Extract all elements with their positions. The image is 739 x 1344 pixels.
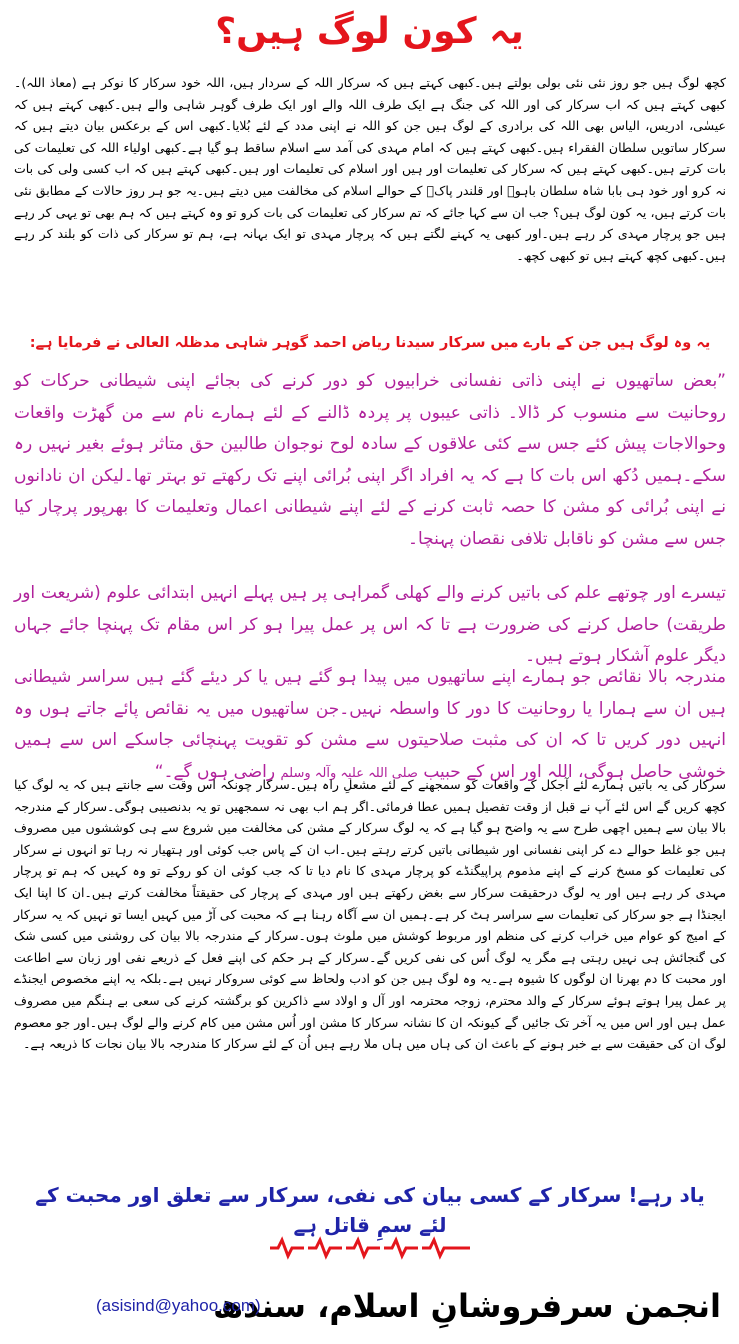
organization-name: انجمن سرفروشانِ اسلام، سندھ	[213, 1287, 721, 1325]
heartbeat-divider-icon	[268, 1236, 472, 1260]
quote-paragraph-3-text: مندرجہ بالا نقائص جو ہمارے اپنے ساتھیوں میں پیدا ہو گئے ہیں یا کر دیئے گئے ہیں سراسر شیطانی ہیں ان سے ہمارا یا روحانیت کا دور کا واسطہ نہیں۔جن ساتھیوں میں یہ نقائص پائے جاتے ہوں وہ انہیں دور کریں تا کہ ان کی مثبت صلاحیتوں سے مشن کو تقویت پہنچائی جاسکے اس سے ہمیں خوشی حاصل ہوگی، اللہ اور اس کے حبیب	[14, 667, 726, 782]
quote-paragraph-2: تیسرے اور چوتھے علم کی باتیں کرنے والے کھلی گمراہی پر ہیں پہلے انہیں ابتدائی علوم (شریعت اور طریقت) حاصل کرنے کی ضرورت ہے تا کہ اس پر عمل پیرا ہو کر اس مقام تک پہنچا جائے جہاں دیگر علوم آشکار ہوتے ہیں۔	[14, 583, 726, 666]
warning-notice: یاد رہے! سرکار کے کسی بیان کی نفی، سرکار سے تعلق اور محبت کے لئے سمِ قاتل ہے	[35, 1183, 705, 1237]
intro-paragraph: کچھ لوگ ہیں جو روز نئی نئی بولی بولتے ہیں۔کبھی کہتے ہیں کہ سرکار اللہ کے سردار ہیں، اللہ خود سرکار کا نوکر ہے (معاذ اللہ)۔کبھی کہتے ہیں کہ اب سرکار کی اور اللہ کی جنگ ہے ایک طرف اللہ والے اور ایک طرف گوہر شاہی والے ہیں۔کبھی کہتے ہیں کہ عیسٰی، ادریس، الیاس بھی اللہ کی برادری کے لوگ ہیں جن کو اللہ نے اپنی مدد کے لئے بُلایا۔کبھی اس کے برعکس بیان دیتے ہیں کہ سرکار ساتویں سلطان الفقراء ہیں۔کبھی کہتے ہیں کہ امام مہدی کی آمد سے اسلام ساقط ہو گیا ہے۔کبھی اولیاء اللہ کی تعلیمات کی بات کرتے ہیں۔کبھی کہتے ہیں کہ سرکار کی تعلیمات اور ہیں اور اسلام کی تعلیمات اور ہیں۔کبھی کہتے ہیں کہ اب کسی ولی کی بات نہ کرو اور خود ہی بابا شاہ سلطان باہوؒ اور قلندر پاکؒ کے حوالے اسلام کی مخالفت میں دیتے ہیں۔یہ جو ہر روز حالات کے مطابق نئی بات کرتے ہیں، یہ کون لوگ ہیں؟ جب ان سے کہا جائے کہ تم سرکار کی تعلیمات کی بات کرو تو وہ کہتے ہیں کہ ہم بھی تو یہی کر رہے ہیں جو پرچار مہدی کر رہے ہیں۔اور کبھی یہ کہنے لگتے ہیں کہ پرچار مہدی تو ایک بہانہ ہے، ہم تو سرکار کی ذات کو بلند کر رہے ہیں۔کبھی کچھ کہتے ہیں تو کبھی کچھ۔	[14, 75, 726, 263]
email-address: (asisind@yahoo.com)	[96, 1296, 261, 1315]
quote-paragraph-3-end: راضی ہوں گے۔“	[154, 761, 276, 782]
quote-paragraph-3	[14, 662, 726, 789]
quote-paragraph-1: ”بعض ساتھیوں نے اپنی ذاتی نفسانی خرابیوں کو دور کرنے کی بجائے اپنی شیطانی حرکات کو روحانیت سے منسوب کر ڈالا۔ ذاتی عیبوں پر پردہ ڈالنے کے لئے ہمارے نام سے من گھڑت واقعات وحوالاجات پیش کئے جس سے کئی علاقوں کے سادہ لوح نوجوان طالبین حق متاثر ہوئے بغیر نہیں رہ سکے۔ہمیں دُکھ اس بات کا ہے کہ یہ افراد اگر اپنی بُرائی اپنے تک رکھتے تو بہتر تھا۔لیکن ان نادانوں نے اپنی بُرائی کو مشن کا حصہ ثابت کرنے کے لئے اپنے شیطانی اعمال وتعلیمات کا بھرپور پرچار کیا جس سے مشن کو ناقابل تلافی نقصان پہنچا۔	[14, 371, 726, 549]
page-title: یہ کون لوگ ہیں؟	[215, 11, 524, 52]
closing-paragraph: سرکار کی یہ باتیں ہمارے لئے آجکل کے واقعات کو سمجھنے کے لئے مشعلِ راہ ہیں۔سرکار چونکہ اس وقت سے جانتے ہیں کہ یہ لوگ کیا کچھ کریں گے اس لئے آپ نے قبل از وقت تفصیل ہمیں عطا فرمائی۔اگر ہم اب بھی نہ سمجھیں تو یہ بدنصیبی ہوگی۔سرکار کے مندرجہ بالا بیان سے ہمیں اچھی طرح سے یہ واضح ہو گیا ہے کہ یہ لوگ سرکار کے مشن کی مخالفت میں شروع سے ہی کوششوں میں مصروف ہیں جو غلط حوالے دے کر اپنی نفسانی اور شیطانی باتیں کرتے رہتے ہیں۔اب ان کے پاس جب کوئی اور ہتھیار نہ رہا تو انہوں نے سرکار کی تعلیمات کو مسخ کرنے کے اپنے مذموم پراپیگنڈے کو پرچار مہدی کا نام دیا تا کہ جب کوئی ان کو روکے تو وہ کہیں کہ ہم تو پرچار مہدی کر رہے ہیں اور یہ لوگ درحقیقت سرکار سے بغض رکھتے ہیں اور مہدی کے پرچار کی حقیقتاً مخالفت کرتے ہیں۔ان کا اپنا ایک ایجنڈا ہے جو سرکار کی تعلیمات سے سراسر ہٹ کر ہے۔ہمیں ان سے آگاہ رہنا ہے کہ محبت کی آڑ میں کہیں ایسا تو نہیں کہ یہ سرکار کے امیج کو عوام میں خراب کرنے کی منظم اور مربوط کوشش میں ملوث ہوں۔سرکار کے مندرجہ بالا بیان کی روشنی میں کسی شک کی گنجائش ہی نہیں رہتی ہے مگر یہ لوگ اُس کی نفی کریں گے۔سرکار کے ہر حکم کی اپنے فعل کے ذریعے نفی اور زبان سے اطاعت اور محبت کا دم بھرنا ان لوگوں کا شیوہ ہے۔یہ وہ لوگ ہیں جن کو ادب ولحاظ سے کوئی سروکار نہیں ہے۔بلکہ یہ اپنے مخصوص ایجنڈے پر عمل پیرا ہوتے ہوئے سرکار کے والد محترم، زوجہ محترمہ اور آل و اولاد سے ذاکرین کو برگشتہ کرنے کی سعی بے ہنگم میں مصروف عمل ہیں اور اس میں یہ آخر تک جائیں گے کیونکہ ان کا نشانہ سرکار کا مشن اور اُس مشن میں کام کرنے والے لوگ ہیں۔اور جو معصوم لوگ ان کی حقیقت سے بے خبر ہونے کے باعث ان کی ہاں میں ہاں ملا رہے ہیں اُن کے لئے سرکار کا مندرجہ بالا بیان نجات کا ذریعہ ہے۔	[14, 777, 726, 1052]
quote-heading: یہ وہ لوگ ہیں جن کے بارے میں سرکار سیدنا ریاض احمد گوہر شاہی مدظلہ العالی نے فرمایا ہے:	[29, 335, 711, 351]
salutation-text: صلی اللہ علیہ وآلہ وسلم	[280, 765, 418, 781]
